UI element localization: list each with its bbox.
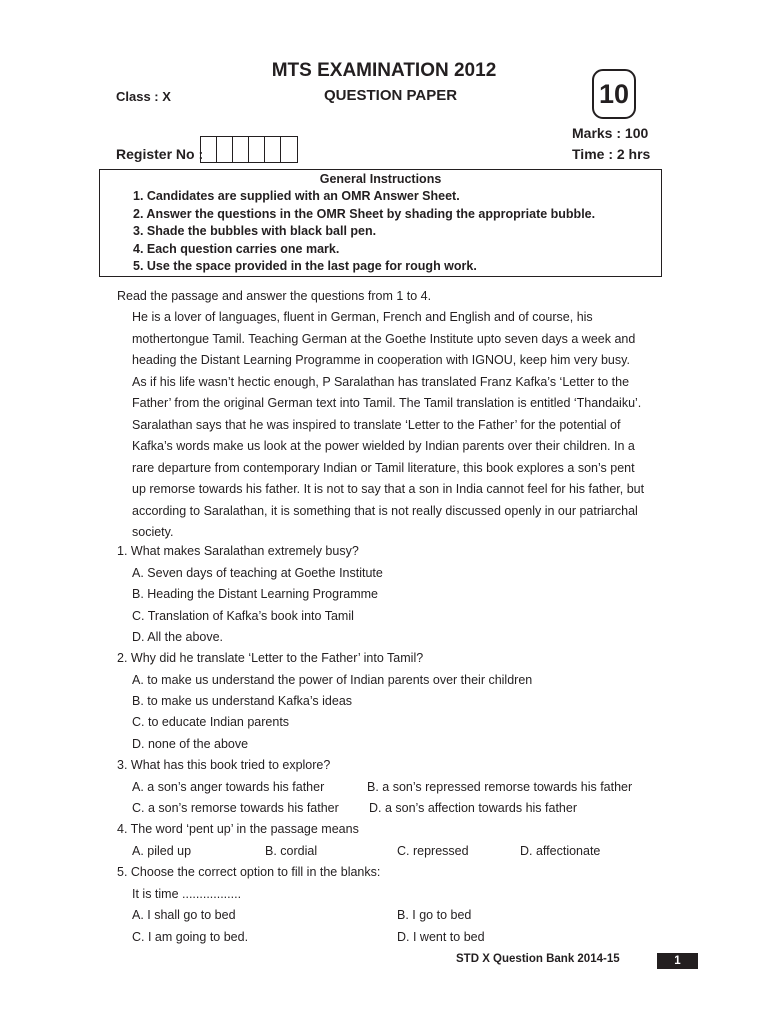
passage-line (132, 307, 663, 329)
time-label: Time : 2 hrs (572, 146, 651, 162)
passage-line (132, 458, 663, 480)
q5-stem: It is time ................. (132, 887, 242, 901)
instruction-item: 4. Each question carries one mark. (133, 241, 340, 256)
passage-line (132, 350, 663, 372)
q1-option-b[interactable]: B. Heading the Distant Learning Programme (132, 587, 378, 601)
register-digit-cell[interactable] (217, 137, 233, 162)
q5-option-c[interactable]: C. I am going to bed. (132, 930, 249, 944)
passage-line-text: rare departure from contemporary Indian or Tamil literature, this book explores a son’s pent (132, 460, 635, 475)
q1-option-c[interactable]: C. Translation of Kafka’s book into Tamil (132, 609, 354, 623)
passage-line (132, 436, 663, 458)
question-5: 5. Choose the correct option to fill in the blanks: (117, 865, 381, 879)
q2-option-c[interactable]: C. to educate Indian parents (132, 715, 290, 729)
register-digit-cell[interactable] (249, 137, 265, 162)
passage-line-text: heading the Distant Learning Programme in cooperation with IGNOU, keep him very busy. (132, 353, 630, 367)
q5-option-b[interactable]: B. I go to bed (397, 908, 472, 922)
question-2: 2. Why did he translate ‘Letter to the Father’ into Tamil? (117, 651, 424, 665)
register-number-grid[interactable] (200, 136, 298, 163)
passage-line (132, 479, 663, 501)
q5-option-d[interactable]: D. I went to bed (397, 930, 485, 944)
q2-option-b[interactable]: B. to make us understand Kafka’s ideas (132, 694, 353, 708)
q4-option-a[interactable]: A. piled up (132, 844, 192, 858)
instructions-list (133, 188, 595, 276)
passage-line-text: Father’ from the original German text into Tamil. The Tamil translation is entitled ‘Thandaiku’. (132, 396, 642, 410)
page-number: 1 (657, 953, 698, 969)
q1-option-a[interactable]: A. Seven days of teaching at Goethe Institute (132, 566, 383, 580)
passage-line-text: Kafka’s words make us look at the power wielded by Indian parents over their children. In a (132, 439, 635, 453)
passage-line-text: Saralathan says that he was inspired to translate ‘Letter to the Father’ for the potential of (132, 417, 621, 432)
instruction-item: 5. Use the space provided in the last page for rough work. (133, 259, 477, 273)
passage-line-text: As if his life wasn’t hectic enough, P Saralathan has translated Franz Kafka’s ‘Letter to the (132, 374, 630, 389)
exam-title: MTS EXAMINATION 2012 (271, 60, 497, 81)
marks-label: Marks : 100 (572, 125, 649, 141)
passage-line (132, 415, 663, 437)
passage-line-text: mothertongue Tamil. Teaching German at the Goethe Institute upto seven days a week and (132, 331, 636, 346)
question-4: 4. The word ‘pent up’ in the passage means (117, 822, 359, 836)
instruction-item: 3. Shade the bubbles with black ball pen. (133, 224, 377, 238)
q3-option-c[interactable]: C. a son’s remorse towards his father (132, 801, 339, 815)
passage-line (132, 372, 663, 394)
instruction-item: 2. Answer the questions in the OMR Sheet by shading the appropriate bubble. (133, 206, 596, 221)
register-label: Register No : (116, 146, 204, 162)
question-3: 3. What has this book tried to explore? (117, 758, 331, 772)
q3-option-a[interactable]: A. a son’s anger towards his father (132, 780, 325, 794)
q3-option-d[interactable]: D. a son’s affection towards his father (369, 801, 577, 815)
q2-option-a[interactable]: A. to make us understand the power of Indian parents over their children (132, 673, 533, 687)
passage-line-text: according to Saralathan, it is something that is not really discussed openly in our patriarchal (132, 503, 638, 518)
passage-line-text: society. (132, 525, 174, 539)
q4-option-c[interactable]: C. repressed (397, 844, 469, 858)
general-instructions-box (99, 169, 662, 277)
passage-line (132, 329, 663, 351)
register-digit-cell[interactable] (265, 137, 281, 162)
register-digit-cell[interactable] (233, 137, 249, 162)
q4-option-d[interactable]: D. affectionate (520, 844, 601, 858)
passage-line-text: up remorse towards his father. It is not to say that a son in India cannot feel for his father, but (132, 482, 645, 496)
passage-intro: Read the passage and answer the questions from 1 to 4. (117, 289, 432, 303)
paper-subtitle: QUESTION PAPER (324, 87, 458, 104)
q5-option-a[interactable]: A. I shall go to bed (132, 908, 236, 922)
class-label: Class : X (116, 89, 171, 104)
q1-option-d[interactable]: D. All the above. (132, 630, 224, 644)
register-digit-cell[interactable] (201, 137, 217, 162)
instruction-item: 1. Candidates are supplied with an OMR Answer Sheet. (133, 189, 460, 203)
question-1: 1. What makes Saralathan extremely busy? (117, 544, 359, 558)
passage-line (132, 393, 663, 415)
q4-option-b[interactable]: B. cordial (265, 844, 318, 858)
footer-title: STD X Question Bank 2014-15 (456, 953, 620, 965)
q3-option-b[interactable]: B. a son’s repressed remorse towards his father (367, 780, 633, 794)
q2-option-d[interactable]: D. none of the above (132, 737, 249, 751)
passage-line-text: He is a lover of languages, fluent in German, French and English and of course, his (132, 310, 593, 324)
passage-text (132, 307, 663, 544)
passage-line (132, 501, 663, 523)
register-digit-cell[interactable] (281, 137, 297, 162)
paper-code-badge: 10 (592, 69, 636, 119)
instructions-title: General Instructions (319, 172, 442, 186)
